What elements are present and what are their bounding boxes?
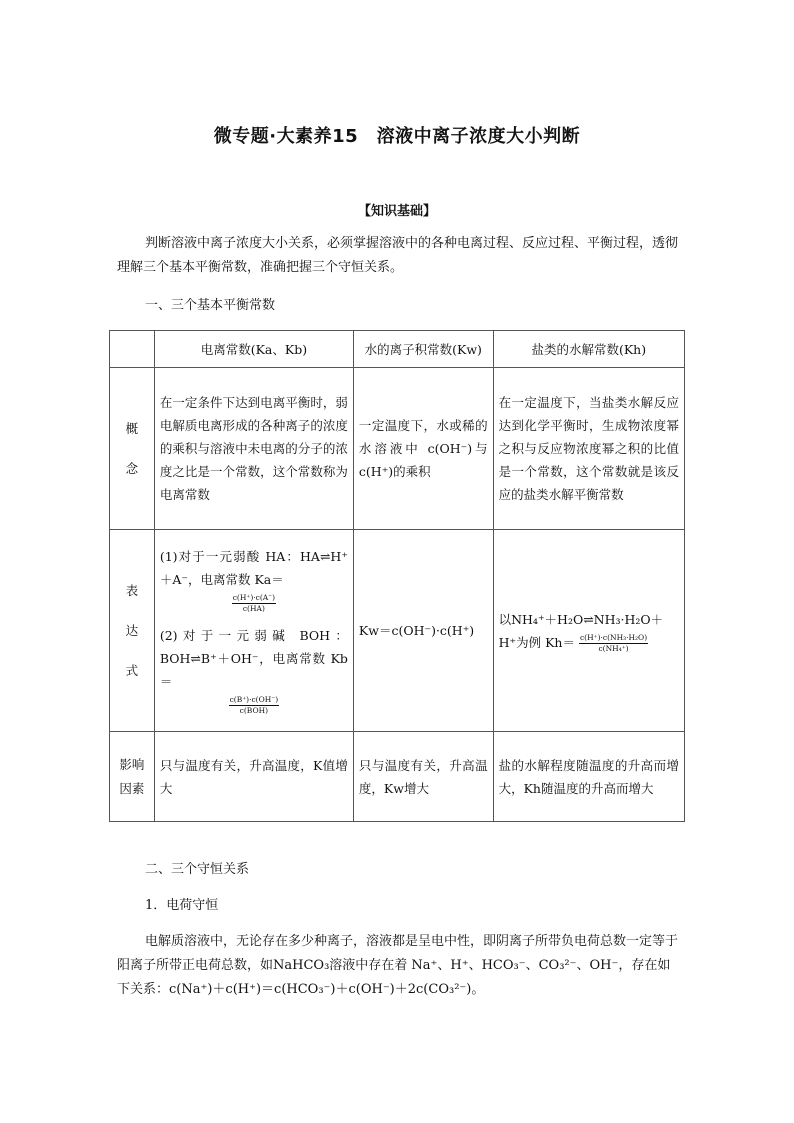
charge-conservation-paragraph: 电解质溶液中，无论存在多少种离子，溶液都是呈电中性，即阴离子所带负电荷总数一定等于阳离子所带正电荷总数，如NaHCO₃溶液中存在着 Na⁺、H⁺、HCO₃⁻、CO₃²⁻、OH⁻，存在如下关系：c(Na⁺)＋c(H⁺)＝c(HCO₃⁻)＋c(OH⁻)＋2c(CO₃²⁻)。 bbox=[117, 934, 679, 997]
formula-text: (1)对于一元弱酸 HA：HA⇌H⁺＋A⁻，电离常数 Ka＝ bbox=[159, 549, 348, 587]
intro-paragraph: 判断溶液中离子浓度大小关系，必须掌握溶液中的各种电离过程、反应过程、平衡过程，透彻理解三个基本平衡常数，准确把握三个守恒关系。 bbox=[117, 236, 679, 275]
ionization-base-block bbox=[160, 624, 348, 716]
row-label: 概 念 bbox=[110, 368, 155, 530]
table-header-cell: 水的离子积常数(Kw) bbox=[353, 331, 493, 368]
table-cell bbox=[493, 530, 684, 732]
ionization-acid-block bbox=[160, 545, 348, 614]
table-header-cell: 盐类的水解常数(Kh) bbox=[493, 331, 684, 368]
table-cell: 一定温度下，水或稀的水溶液中 c(OH⁻)与 c(H⁺)的乘积 bbox=[353, 368, 493, 530]
table-cell: Kw＝c(OH⁻)·c(H⁺) bbox=[353, 530, 493, 732]
fraction bbox=[579, 633, 648, 654]
fraction bbox=[232, 593, 276, 614]
fraction-numerator: c(H⁺)·c(A⁻) bbox=[232, 593, 276, 602]
fraction-denominator: c(HA) bbox=[242, 604, 265, 613]
fraction-denominator: c(NH₄⁺) bbox=[598, 643, 629, 653]
fraction-wrap bbox=[160, 693, 348, 716]
fraction bbox=[229, 695, 280, 716]
table-header-cell: 电离常数(Ka、Kb) bbox=[154, 331, 353, 368]
formula-text: 以NH₄⁺＋H₂O⇌NH₃·H₂O＋H⁺为例 Kh＝ bbox=[498, 611, 664, 650]
fraction-wrap bbox=[160, 591, 348, 614]
row-label: 表 达 式 bbox=[110, 530, 155, 732]
table-header-row bbox=[110, 331, 685, 368]
fraction-numerator: c(B⁺)·c(OH⁻) bbox=[229, 695, 279, 704]
table-row-concept bbox=[110, 368, 685, 530]
section-1-heading: 一、三个基本平衡常数 bbox=[145, 298, 276, 313]
fraction-denominator: c(BOH) bbox=[239, 706, 269, 715]
row-label: 影响 因素 bbox=[110, 732, 155, 822]
table-row-factors bbox=[110, 732, 685, 822]
section-2-heading: 二、三个守恒关系 bbox=[145, 862, 250, 877]
table-cell bbox=[154, 530, 353, 732]
table-header-cell bbox=[110, 331, 155, 368]
formula-text: (2)对于一元弱碱 BOH：BOH⇌B⁺＋OH⁻，电离常数 Kb＝ bbox=[159, 628, 348, 689]
table-cell: 在一定条件下达到电离平衡时，弱电解质电离形成的各种离子的浓度的乘积与溶液中未电离的分子的浓度之比是一个常数，这个常数称为电离常数 bbox=[154, 368, 353, 530]
constants-table bbox=[109, 330, 685, 822]
page-title: 微专题·大素养15 溶液中离子浓度大小判断 bbox=[213, 126, 581, 147]
table-cell: 盐的水解程度随温度的升高而增大，Kh随温度的升高而增大 bbox=[493, 732, 684, 822]
table-cell: 只与温度有关，升高温度，Kw增大 bbox=[353, 732, 493, 822]
fraction-numerator: c(H⁺)·c(NH₃·H₂O) bbox=[579, 632, 648, 642]
table-cell: 在一定温度下，当盐类水解反应达到化学平衡时，生成物浓度幂之积与反应物浓度幂之积的比值是一个常数，这个常数就是该反应的盐类水解平衡常数 bbox=[493, 368, 684, 530]
knowledge-heading: 【知识基础】 bbox=[357, 204, 436, 219]
table-row-expression bbox=[110, 530, 685, 732]
table-cell: 只与温度有关，升高温度，K值增大 bbox=[154, 732, 353, 822]
subsection-1-heading: 1．电荷守恒 bbox=[145, 898, 219, 913]
